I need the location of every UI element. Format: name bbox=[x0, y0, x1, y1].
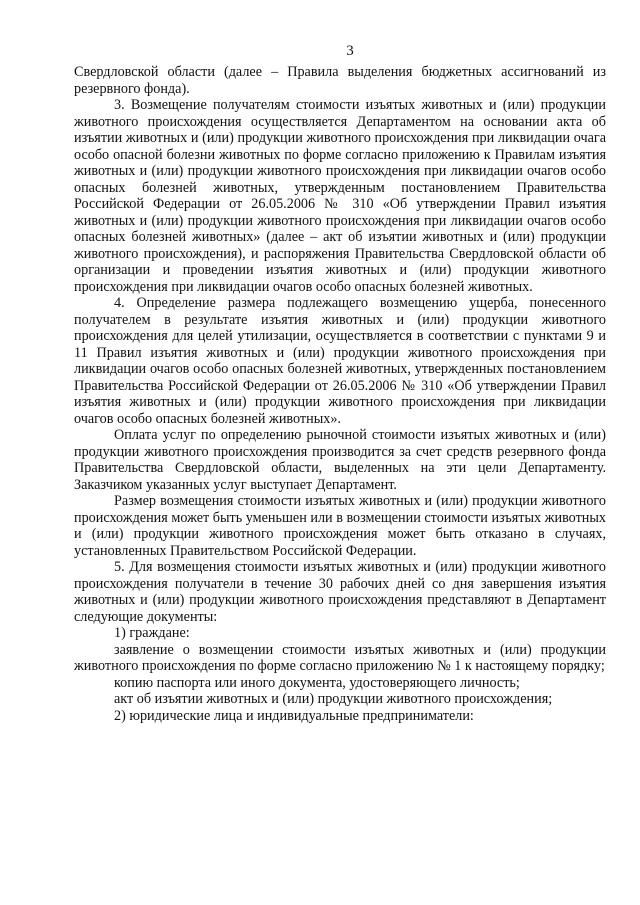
paragraph-payment: Оплата услуг по определению рыночной стоимости изъятых животных и (или) продукции животного происхождения производится за счет средств резервного фонда Правительства Свердловской области, выделенных на эти цели Департаменту. Заказчиком указанных услуг выступает Департамент. bbox=[74, 427, 606, 493]
paragraph-continuation: Свердловской области (далее – Правила выделения бюджетных ассигнований из резервного фонда). bbox=[74, 64, 606, 97]
paragraph-passport: копию паспорта или иного документа, удостоверяющего личность; bbox=[114, 674, 520, 691]
paragraph-legal-entities: 2) юридические лица и индивидуальные предприниматели: bbox=[114, 707, 474, 724]
paragraph-act: акт об изъятии животных и (или) продукции животного происхождения; bbox=[114, 691, 553, 707]
paragraph-item-5: 5. Для возмещения стоимости изъятых животных и (или) продукции животного происхождения получатели в течение 30 рабочих дней со дня завершения изъятия животных и (или) продукции животного происхождения представляют в Департамент следующие документы: bbox=[74, 559, 606, 625]
paragraph-item-4: 4. Определение размера подлежащего возмещению ущерба, понесенного получателем в результате изъятия животных и (или) продукции животного происхождения для целей утилизации, осуществляется в соответствии с пунктами 9 и 11 Правил изъятия животных и (или) продукции животного происхождения при ликвидации очагов особо опасных болезней животных, утвержденных постановлением Правительства Российской Федерации от 26.05.2006 № 310 «Об утверждении Правил изъятия животных и (или) продукции животного происхождения при ликвидации очагов особо опасных болезней животных». bbox=[74, 295, 606, 427]
document-body bbox=[74, 64, 606, 724]
page-number: 3 bbox=[346, 43, 354, 59]
paragraph-application: заявление о возмещении стоимости изъятых животных и (или) продукции животного происхождения по форме согласно приложению № 1 к настоящему порядку; bbox=[74, 641, 606, 674]
paragraph-reduction: Размер возмещения стоимости изъятых животных и (или) продукции животного происхождения может быть уменьшен или в возмещении стоимости изъятых животных и (или) продукции животного происхождения может быть отказано в случаях, установленных Правительством Российской Федерации. bbox=[74, 493, 606, 559]
paragraph-item-3: 3. Возмещение получателям стоимости изъятых животных и (или) продукции животного происхождения осуществляется Департаментом на основании акта об изъятии животных и (или) продукции животного происхождения при ликвидации очага особо опасной болезни животных по форме согласно приложению к Правилам изъятия животных и (или) продукции животного происхождения при ликвидации очагов особо опасных болезней животных, утвержденным постановлением Правительства Российской Федерации от 26.05.2006 № 310 «Об утверждении Правил изъятия животных и (или) продукции животного происхождения при ликвидации очагов особо опасных болезней животных» (далее – акт об изъятии животных и (или) продукции животного происхождения), и распоряжения Правительства Свердловской области об организации и проведении изъятия животных и (или) продукции животного происхождения при ликвидации очагов особо опасных болезней животных. bbox=[74, 97, 606, 295]
paragraph-citizens: 1) граждане: bbox=[114, 625, 190, 641]
